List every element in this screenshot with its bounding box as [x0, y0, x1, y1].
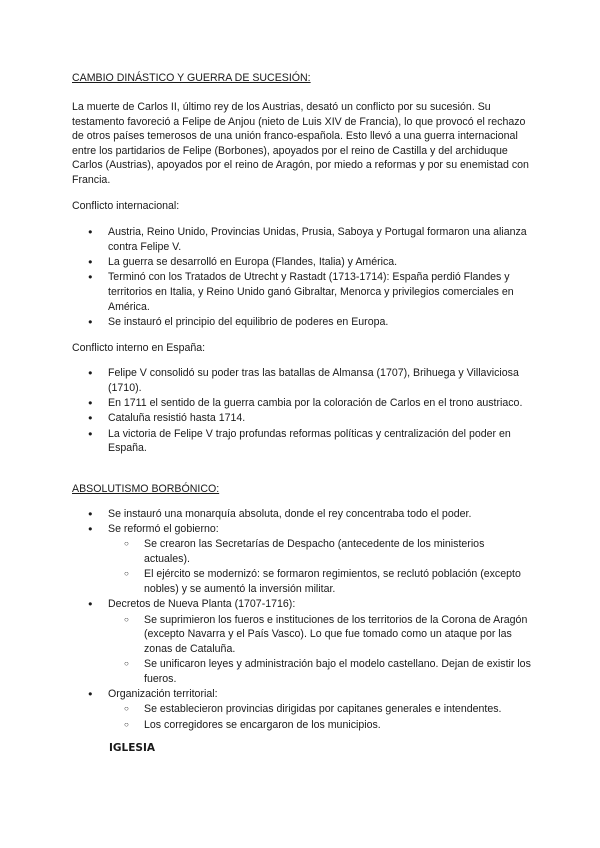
list-item: ● Terminó con los Tratados de Utrecht y Rastadt (1713-1714): España perdió Flandes y territorios en Italia, y Reino Unido ganó Gibraltar, Menorca y privilegios comerciales en América.: [72, 270, 532, 314]
list-item: ● En 1711 el sentido de la guerra cambia por la coloración de Carlos en el trono austriaco.: [72, 396, 532, 411]
list-item-text: Se reformó el gobierno:: [108, 523, 219, 536]
list-item: ● Felipe V consolidó su poder tras las batallas de Almansa (1707), Brihuega y Villaviciosa (1710).: [72, 366, 532, 395]
list-item-text: Decretos de Nueva Planta (1707-1716):: [108, 598, 296, 611]
intl-conflict-list: [72, 225, 532, 330]
sub-list-gobierno: [108, 537, 532, 596]
list-item: ● Se instauró el principio del equilibrio de poderes en Europa.: [72, 315, 532, 330]
internal-conflict-label: Conflicto interno en España:: [72, 342, 206, 354]
list-item: [72, 597, 532, 686]
list-item: [72, 522, 532, 596]
list-item: ● Se instauró una monarquía absoluta, donde el rey concentraba todo el poder.: [72, 507, 532, 522]
sub-list-item: ○ El ejército se modernizó: se formaron regimientos, se reclutó población (excepto nobles) y se aumentó la inversión militar.: [108, 567, 532, 596]
sub-list-item: ○ Se establecieron provincias dirigidas por capitanes generales e intendentes.: [108, 702, 532, 717]
intro-paragraph: La muerte de Carlos II, último rey de los Austrias, desató un conflicto por su sucesión. Su testamento favoreció a Felipe de Anjou (nieto de Luis XIV de Francia), lo que provocó el rechazo de otros países temerosos de una unión franco-española. Esto llevó a una guerra internacional entre los partidarios de Felipe (Borbones), apoyados por el reino de Castilla y del archiduque Carlos (Austrias), apoyados por el reino de Aragón, por miedo a reformas y por su enemistad con Francia.: [72, 101, 529, 186]
sub-list-item: ○ Los corregidores se encargaron de los municipios.: [108, 718, 532, 733]
sub-list-item: ○ Se unificaron leyes y administración bajo el modelo castellano. Dejan de existir los fueros.: [108, 657, 532, 686]
section-heading-iglesia: IGLESIA: [109, 742, 155, 754]
list-item: ● Cataluña resistió hasta 1714.: [72, 411, 532, 426]
list-item: ● La guerra se desarrolló en Europa (Flandes, Italia) y América.: [72, 255, 532, 270]
sub-list-item: ○ Se crearon las Secretarías de Despacho (antecedente de los ministerios actuales).: [108, 537, 532, 566]
list-item: ● La victoria de Felipe V trajo profundas reformas políticas y centralización del poder en España.: [72, 427, 532, 456]
sub-list-decretos: [108, 613, 532, 687]
list-item: ● Austria, Reino Unido, Provincias Unidas, Prusia, Saboya y Portugal formaron una alianza contra Felipe V.: [72, 225, 532, 254]
list-item-text: Organización territorial:: [108, 688, 218, 701]
list-item: [72, 687, 532, 732]
sub-list-item: ○ Se suprimieron los fueros e instituciones de los territorios de la Corona de Aragón (excepto Navarra y el País Vasco). Lo que fue tomado como un ataque por las zonas de Cataluña.: [108, 613, 532, 657]
section-heading-absolutismo: ABSOLUTISMO BORBÓNICO:: [72, 483, 220, 495]
absolutismo-list: [72, 507, 532, 733]
internal-conflict-list: [72, 366, 532, 457]
sub-list-territorial: [108, 702, 532, 732]
intl-conflict-label: Conflicto internacional:: [72, 200, 180, 212]
section-heading-sucesion: CAMBIO DINÁSTICO Y GUERRA DE SUCESIÓN:: [72, 72, 311, 84]
